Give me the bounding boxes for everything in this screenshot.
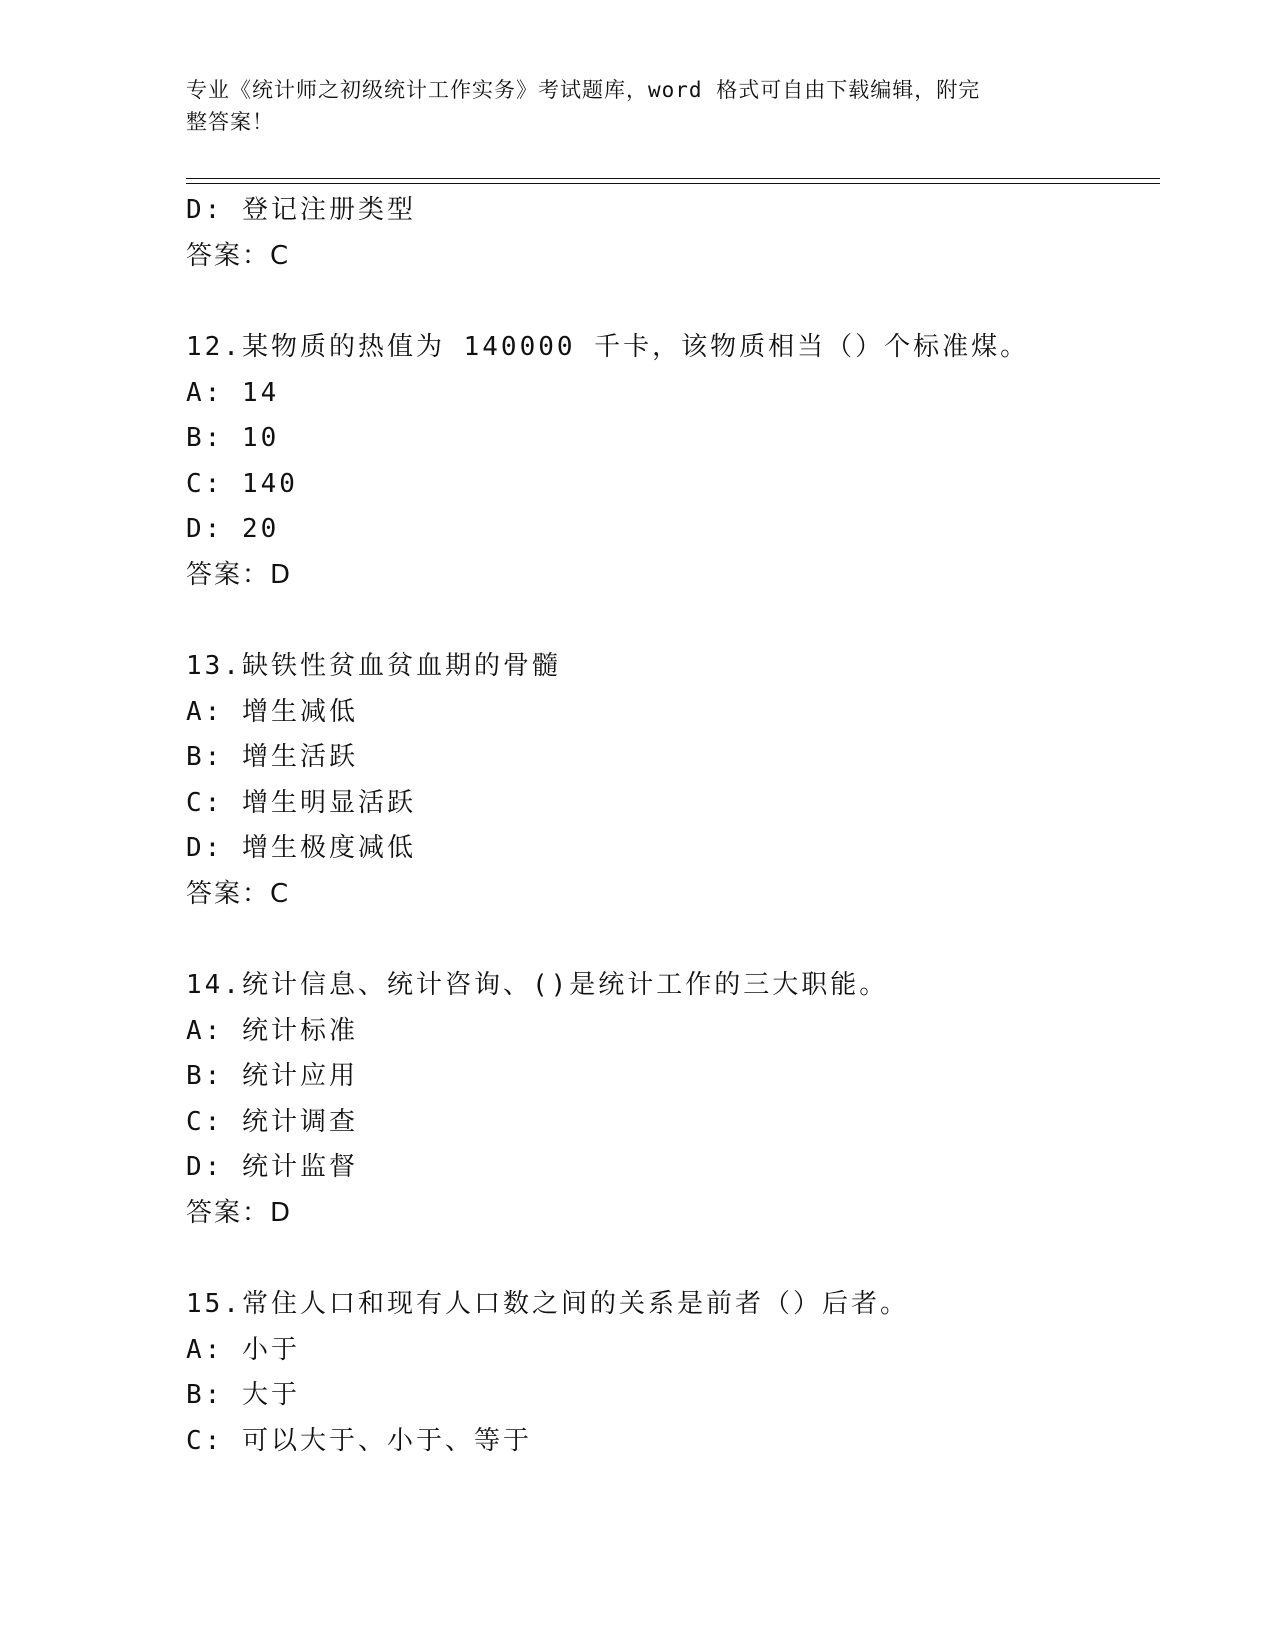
option-b: B: 统计应用	[186, 1061, 358, 1091]
question-block-11	[186, 188, 1146, 279]
option-d: D: 增生极度减低	[186, 833, 416, 863]
question-text: 14.统计信息、统计咨询、()是统计工作的三大职能。	[186, 970, 889, 1000]
option-d: D: 20	[186, 514, 280, 544]
header-rule-top	[186, 178, 1160, 179]
question-block-14	[186, 963, 1146, 1236]
option-a: A: 增生减低	[186, 696, 358, 727]
option-b: B: 大于	[186, 1380, 300, 1410]
option-d: D: 统计监督	[186, 1152, 358, 1182]
question-text: 12.某物质的热值为 140000 千卡，该物质相当（）个标准煤。	[186, 332, 1030, 362]
option-b: B: 10	[186, 423, 280, 453]
option-a: A: 小于	[186, 1334, 300, 1365]
document-header	[186, 74, 1076, 138]
option-c: C: 可以大于、小于、等于	[186, 1425, 532, 1456]
question-text: 15.常住人口和现有人口数之间的关系是前者（）后者。	[186, 1289, 909, 1319]
option-b: B: 增生活跃	[186, 742, 358, 772]
header-line-1: 专业《统计师之初级统计工作实务》考试题库，word 格式可自由下载编辑，附完	[186, 78, 981, 102]
question-text: 13.缺铁性贫血贫血期的骨髓	[186, 651, 561, 681]
answer-line: 答案：D	[186, 559, 293, 590]
header-line-2: 整答案！	[186, 110, 274, 134]
answer-line: 答案：C	[186, 878, 291, 909]
option-c: C: 增生明显活跃	[186, 787, 416, 818]
option-a: A: 统计标准	[186, 1015, 358, 1046]
question-list	[186, 188, 1146, 1464]
answer-line: 答案：C	[186, 240, 291, 271]
answer-line: 答案：D	[186, 1197, 293, 1228]
header-rule-bottom	[186, 183, 1160, 184]
option-c: C: 统计调查	[186, 1106, 358, 1137]
option-d: D: 登记注册类型	[186, 195, 416, 225]
question-block-12	[186, 325, 1146, 598]
question-block-15	[186, 1282, 1146, 1464]
option-c: C: 140	[186, 468, 298, 499]
question-block-13	[186, 644, 1146, 917]
option-a: A: 14	[186, 377, 280, 408]
